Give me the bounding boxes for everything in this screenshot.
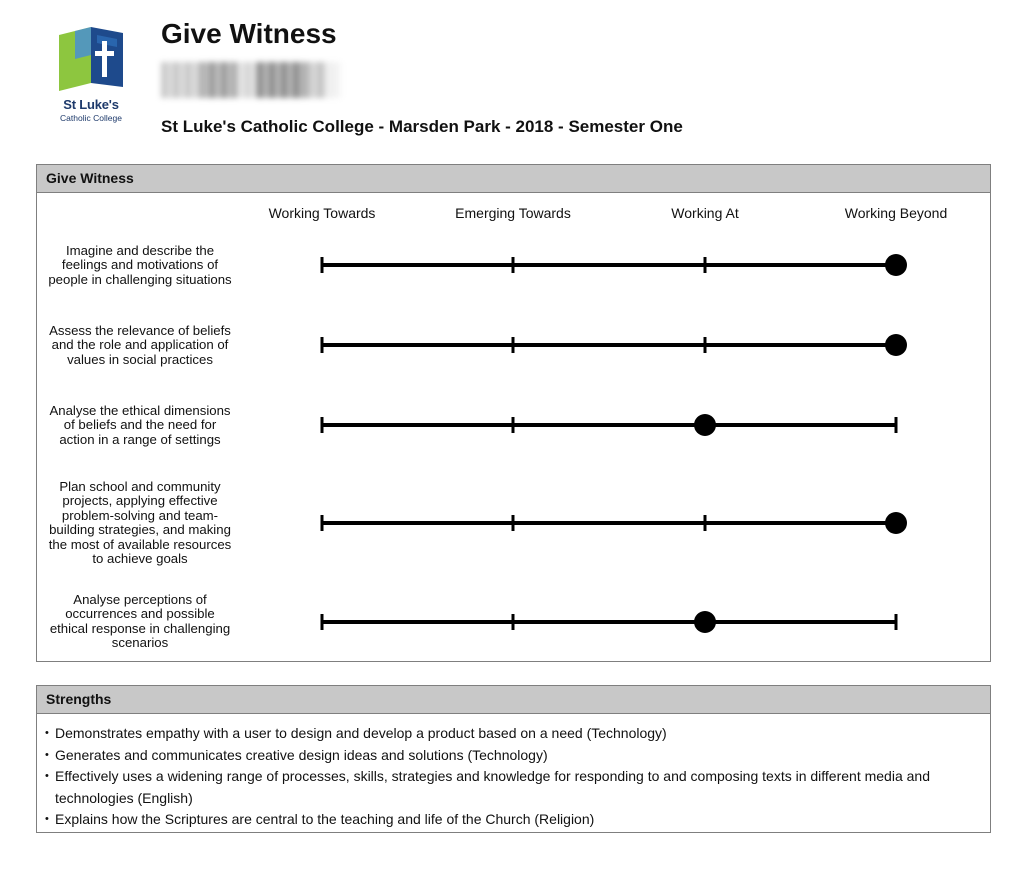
scale-tick: [512, 257, 515, 273]
scale-tick: [512, 614, 515, 630]
st-lukes-shield-book-cross-icon: [55, 25, 127, 95]
achievement-scale-track: [322, 337, 897, 353]
strengths-panel: [36, 685, 991, 833]
strengths-heading: Strengths: [37, 686, 990, 714]
scale-tick: [512, 515, 515, 531]
achievement-marker: [885, 512, 907, 534]
scale-tick: [704, 257, 707, 273]
achievement-scale-track: [322, 257, 897, 273]
logo-school-name: St Luke's: [63, 97, 119, 112]
strengths-list: [37, 714, 990, 831]
scale-tick: [321, 515, 324, 531]
scale-label-working-beyond: Working Beyond: [844, 205, 948, 221]
page-title: Give Witness: [161, 18, 337, 49]
strength-item: • Effectively uses a widening range of processes, skills, strategies and knowledge for responding to and composing texts in different media and technologies (English): [45, 766, 975, 809]
scale-tick: [321, 417, 324, 433]
scale-tick: [895, 417, 898, 433]
student-name-redacted: [161, 62, 341, 98]
achievement-scale-track: [322, 515, 897, 531]
outcome-label: Analyse perceptions of occurrences and possible ethical response in challenging scenarios: [49, 592, 231, 651]
achievement-marker: [694, 414, 716, 436]
outcome-label: Plan school and community projects, applying effective problem-solving and team-building strategies, and making the most of available resources to achieve goals: [48, 479, 232, 567]
scale-line: [322, 521, 897, 525]
achievement-marker: [694, 611, 716, 633]
scale-line: [322, 620, 897, 624]
achievement-scale-track: [322, 614, 897, 630]
strength-item: • Demonstrates empathy with a user to design and develop a product based on a need (Technology): [45, 723, 975, 745]
scale-label-emerging-towards: Emerging Towards: [455, 205, 571, 221]
scale-line: [322, 423, 897, 427]
logo-school-subtitle: Catholic College: [60, 113, 122, 123]
outcome-label: Analyse the ethical dimensions of beliefs and the need for action in a range of settings: [49, 403, 231, 447]
outcome-label: Imagine and describe the feelings and motivations of people in challenging situations: [48, 243, 232, 287]
scale-tick: [321, 614, 324, 630]
scale-label-working-at: Working At: [671, 205, 739, 221]
scale-tick: [704, 337, 707, 353]
achievement-marker: [885, 334, 907, 356]
scale-line: [322, 343, 897, 347]
strength-item: • Explains how the Scriptures are central to the teaching and life of the Church (Religion): [45, 809, 975, 831]
scale-label-working-towards: Working Towards: [268, 205, 376, 221]
report-subtitle: St Luke's Catholic College - Marsden Park - 2018 - Semester One: [161, 117, 683, 136]
achievement-marker: [885, 254, 907, 276]
give-witness-heading: Give Witness: [37, 165, 990, 193]
scale-tick: [512, 417, 515, 433]
scale-tick: [321, 337, 324, 353]
scale-tick: [321, 257, 324, 273]
strength-item: • Generates and communicates creative design ideas and solutions (Technology): [45, 745, 975, 767]
achievement-scale-track: [322, 417, 897, 433]
outcome-label: Assess the relevance of beliefs and the role and application of values in social practices: [49, 323, 231, 367]
give-witness-panel: [36, 164, 991, 662]
scale-tick: [512, 337, 515, 353]
scale-tick: [895, 614, 898, 630]
scale-tick: [704, 515, 707, 531]
scale-line: [322, 263, 897, 267]
school-logo: [55, 25, 127, 127]
